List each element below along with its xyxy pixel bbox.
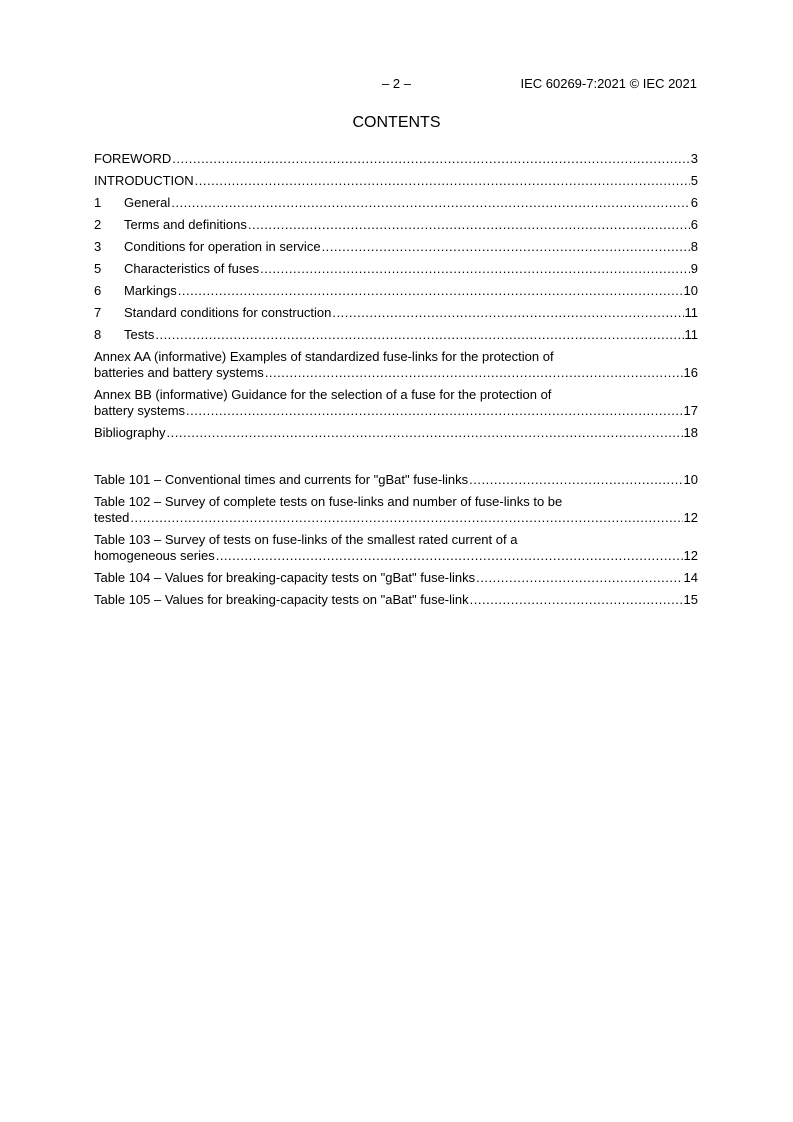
toc-entry-introduction[interactable] bbox=[94, 167, 698, 189]
toc-entry-page: 11 bbox=[684, 305, 698, 320]
toc-entry-page: 10 bbox=[683, 283, 698, 298]
toc-entry-table-102[interactable] bbox=[94, 494, 698, 526]
document-reference: IEC 60269-7:2021 © IEC 2021 bbox=[520, 76, 697, 91]
toc-entry-bibliography[interactable] bbox=[94, 424, 698, 441]
toc-entry-page: 12 bbox=[683, 548, 698, 563]
toc-entry-page: 18 bbox=[683, 425, 698, 440]
dot-leader bbox=[470, 592, 683, 608]
dot-leader bbox=[469, 472, 682, 488]
toc-entry-label: Characteristics of fuses bbox=[124, 261, 260, 276]
toc-entry-page: 6 bbox=[690, 195, 698, 210]
toc-entry-table-101[interactable] bbox=[94, 466, 698, 488]
toc-entry-page: 16 bbox=[683, 365, 698, 380]
dot-leader bbox=[172, 151, 689, 167]
toc-entry-label: FOREWORD bbox=[94, 151, 172, 166]
toc-entry-table-103[interactable] bbox=[94, 532, 698, 564]
toc-entry-number: 5 bbox=[94, 261, 102, 276]
toc-entry-page: 9 bbox=[690, 261, 698, 276]
dot-leader bbox=[216, 548, 683, 564]
section-spacer bbox=[94, 441, 698, 466]
toc-entry-label: Conditions for operation in service bbox=[124, 239, 321, 254]
toc-entry-label: Markings bbox=[124, 283, 177, 298]
toc-entry-label-continued: homogeneous series bbox=[94, 548, 215, 563]
toc-entry-page: 11 bbox=[684, 327, 698, 342]
dot-leader bbox=[195, 173, 690, 189]
toc-entry-number: 2 bbox=[94, 217, 102, 232]
table-of-contents bbox=[94, 145, 698, 608]
toc-entry-number: 1 bbox=[94, 195, 102, 210]
dot-leader bbox=[265, 365, 683, 381]
toc-entry-general[interactable] bbox=[94, 189, 698, 211]
toc-entry-page: 10 bbox=[683, 472, 698, 487]
toc-entry-markings[interactable] bbox=[94, 277, 698, 299]
toc-entry-label: INTRODUCTION bbox=[94, 173, 194, 188]
page-number: – 2 – bbox=[382, 76, 411, 91]
toc-entry-characteristics-of-fuses[interactable] bbox=[94, 255, 698, 277]
toc-entry-label: Table 101 – Conventional times and currents for "gBat" fuse-links bbox=[94, 472, 469, 487]
toc-entry-conditions-for-operation[interactable] bbox=[94, 233, 698, 255]
dot-leader bbox=[155, 327, 683, 343]
toc-entry-tests[interactable] bbox=[94, 321, 698, 343]
dot-leader bbox=[332, 305, 683, 321]
toc-entry-number: 8 bbox=[94, 327, 102, 342]
toc-entry-label-continued: tested bbox=[94, 510, 130, 525]
toc-entry-label: Terms and definitions bbox=[124, 217, 247, 232]
toc-entry-page: 14 bbox=[683, 570, 698, 585]
dot-leader bbox=[130, 510, 682, 526]
toc-entry-label: Table 104 – Values for breaking-capacity tests on "gBat" fuse-links bbox=[94, 570, 476, 585]
toc-entry-annex-bb[interactable] bbox=[94, 387, 698, 419]
toc-entry-label: Bibliography bbox=[94, 425, 166, 440]
dot-leader bbox=[476, 570, 682, 586]
toc-entry-label: Tests bbox=[124, 327, 155, 342]
contents-title: CONTENTS bbox=[352, 114, 441, 131]
toc-entry-annex-aa[interactable] bbox=[94, 349, 698, 381]
toc-entry-page: 17 bbox=[683, 403, 698, 418]
toc-entry-page: 6 bbox=[690, 217, 698, 232]
dot-leader bbox=[260, 261, 690, 277]
dot-leader bbox=[186, 403, 683, 419]
toc-entry-foreword[interactable] bbox=[94, 145, 698, 167]
toc-entry-label: Table 102 – Survey of complete tests on fuse-links and number of fuse-links to be bbox=[94, 494, 563, 509]
toc-entry-page: 12 bbox=[683, 510, 698, 525]
toc-entry-label: Standard conditions for construction bbox=[124, 305, 332, 320]
toc-entry-label: Annex AA (informative) Examples of standardized fuse-links for the protection of bbox=[94, 349, 554, 364]
toc-entry-label: Table 105 – Values for breaking-capacity tests on "aBat" fuse-link bbox=[94, 592, 469, 607]
toc-entry-table-104[interactable] bbox=[94, 569, 698, 586]
toc-entry-terms-and-definitions[interactable] bbox=[94, 211, 698, 233]
dot-leader bbox=[171, 195, 690, 211]
toc-entry-label-continued: batteries and battery systems bbox=[94, 365, 264, 380]
dot-leader bbox=[167, 425, 683, 441]
toc-entry-table-105[interactable] bbox=[94, 586, 698, 608]
toc-entry-label: Annex BB (informative) Guidance for the selection of a fuse for the protection of bbox=[94, 387, 552, 402]
dot-leader bbox=[248, 217, 690, 233]
toc-entry-page: 3 bbox=[690, 151, 698, 166]
toc-entry-page: 5 bbox=[690, 173, 698, 188]
dot-leader bbox=[178, 283, 683, 299]
toc-entry-page: 8 bbox=[690, 239, 698, 254]
toc-entry-number: 6 bbox=[94, 283, 102, 298]
toc-entry-number: 7 bbox=[94, 305, 102, 320]
toc-entry-number: 3 bbox=[94, 239, 102, 254]
dot-leader bbox=[322, 239, 690, 255]
toc-entry-standard-conditions[interactable] bbox=[94, 299, 698, 321]
toc-entry-label: Table 103 – Survey of tests on fuse-links of the smallest rated current of a bbox=[94, 532, 518, 547]
toc-entry-page: 15 bbox=[683, 592, 698, 607]
toc-entry-label: General bbox=[124, 195, 171, 210]
toc-entry-label-continued: battery systems bbox=[94, 403, 186, 418]
